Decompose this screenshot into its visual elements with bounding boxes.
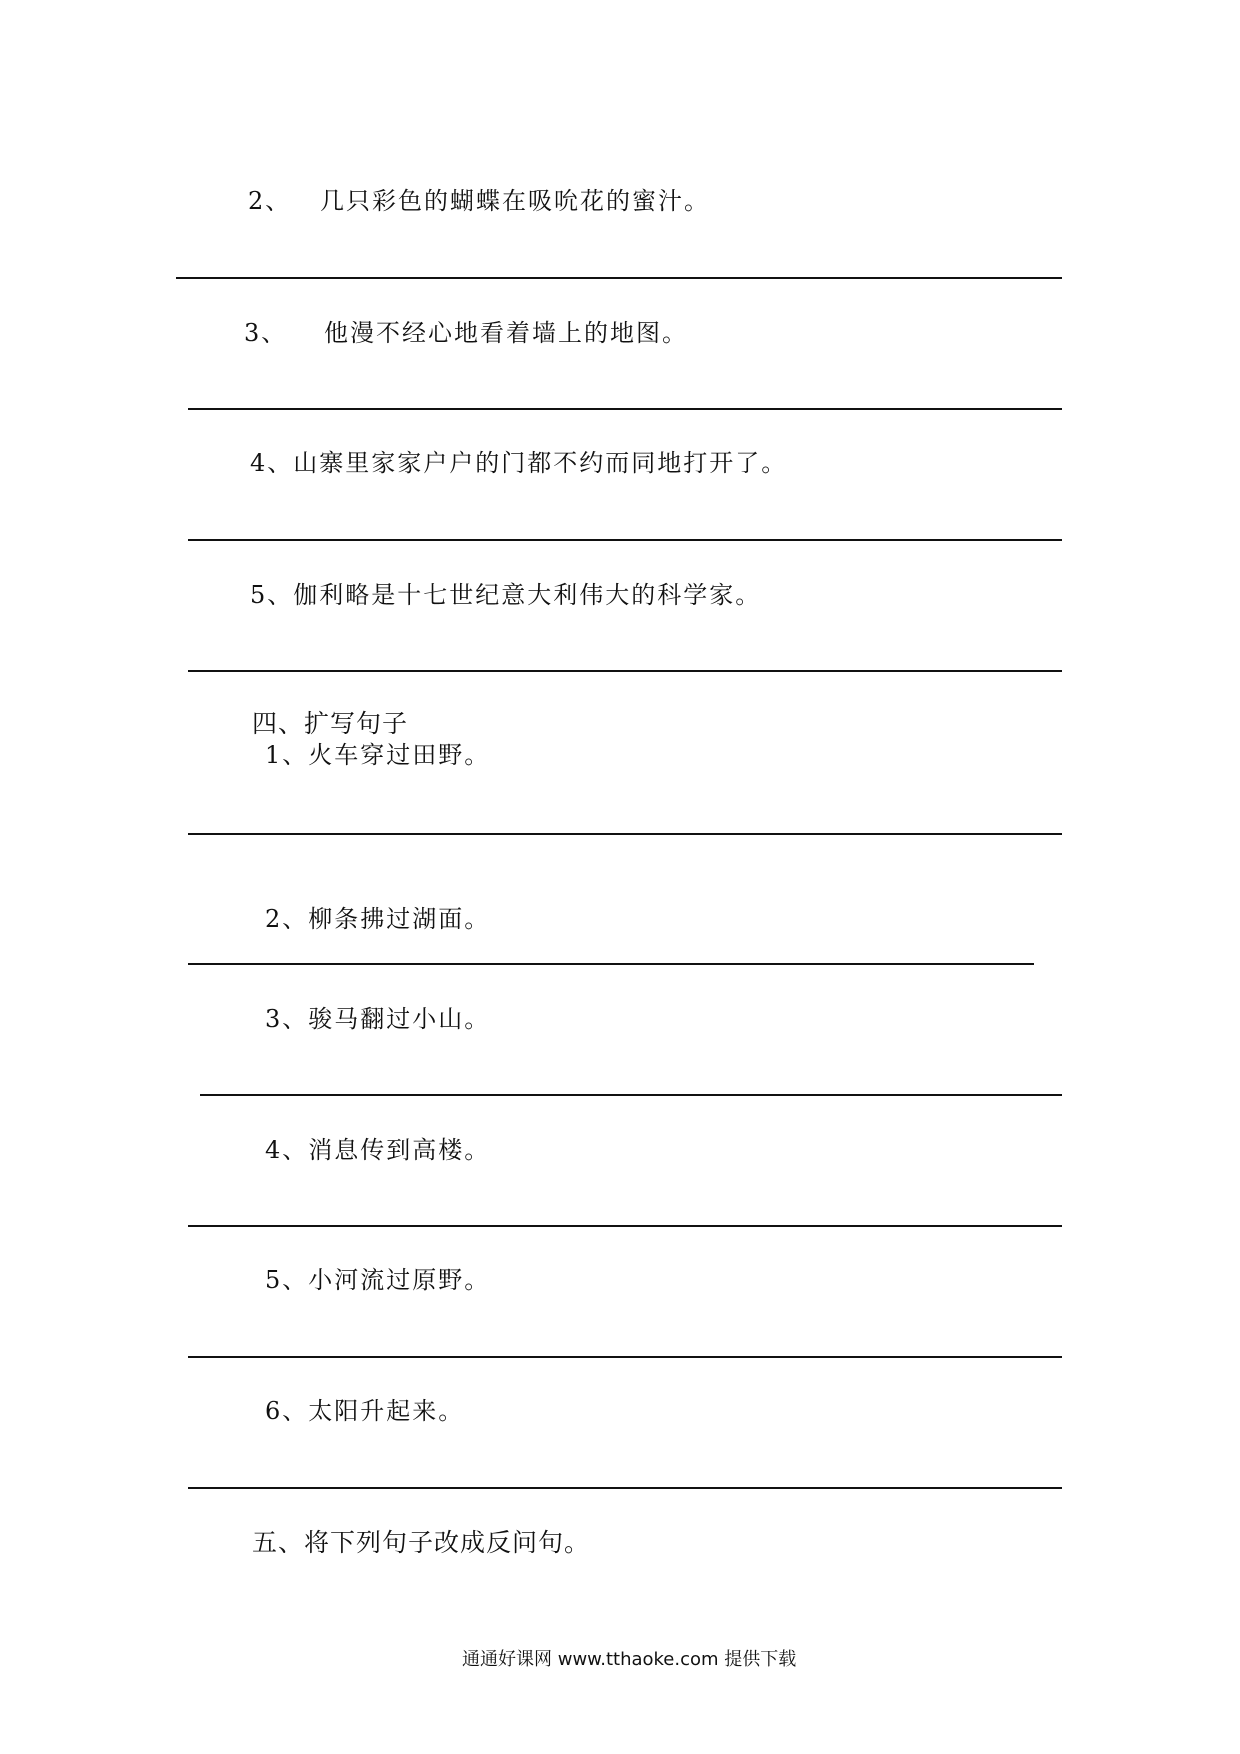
answer-line[interactable] — [188, 1487, 1062, 1489]
answer-line[interactable] — [176, 277, 1062, 279]
sentence-text: 1、火车穿过田野。 — [265, 741, 491, 769]
sentence-text: 4、消息传到高楼。 — [265, 1136, 491, 1164]
answer-line[interactable] — [188, 408, 1062, 410]
answer-line[interactable] — [188, 833, 1062, 835]
answer-line[interactable] — [188, 1225, 1062, 1227]
section-title: 五、将下列句子改成反问句。 — [252, 1528, 591, 1557]
answer-line[interactable] — [188, 1356, 1062, 1358]
sentence-text: 6、太阳升起来。 — [265, 1397, 465, 1425]
answer-line[interactable] — [200, 1094, 1062, 1096]
sentence-text: 4、山寨里家家户户的门都不约而同地打开了。 — [250, 449, 788, 477]
sentence-text: 3、骏马翻过小山。 — [265, 1005, 491, 1033]
sentence-text: 2、柳条拂过湖面。 — [265, 905, 491, 933]
section-title: 四、扩写句子 — [252, 709, 409, 738]
answer-line[interactable] — [188, 670, 1062, 672]
answer-line[interactable] — [188, 539, 1062, 541]
answer-line[interactable] — [188, 963, 1034, 965]
footer-text: 通通好课网 www.tthaoke.com 提供下载 — [462, 1649, 797, 1670]
sentence-text: 5、小河流过原野。 — [265, 1266, 491, 1294]
item-number: 3、 — [244, 319, 288, 347]
sentence-text: 几只彩色的蝴蝶在吸吮花的蜜汁。 — [320, 187, 710, 215]
sentence-text: 他漫不经心地看着墙上的地图。 — [324, 319, 688, 347]
sentence-text: 5、伽利略是十七世纪意大利伟大的科学家。 — [250, 581, 762, 609]
item-number: 2、 — [248, 187, 292, 215]
